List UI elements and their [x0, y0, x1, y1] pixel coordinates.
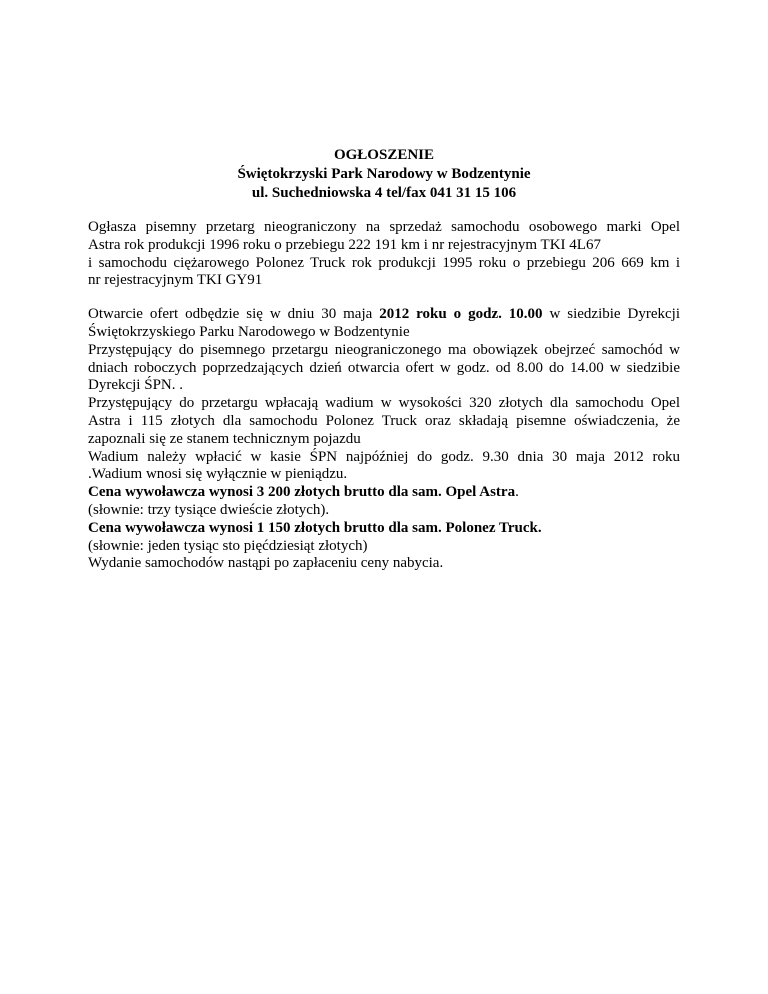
payment-line: Wadium należy wpłacić w kasie ŚPN najpóźniej do godz. 9.30 dnia 30 maja 2012 roku	[88, 448, 680, 465]
intro-line: i samochodu ciężarowego Polonez Truck rok produkcji 1995 roku o przebiegu 206 669 km i	[88, 254, 680, 271]
inspection-line: Dyrekcji ŚPN. .	[88, 377, 183, 394]
organization-address: ul. Suchedniowska 4 tel/fax 041 31 15 106	[251, 185, 517, 201]
price-polonez-line	[88, 520, 680, 538]
price-polonez-words: (słownie: jeden tysiąc sto pięćdziesiąt złotych)	[88, 537, 368, 554]
price-opel-line	[88, 484, 680, 502]
price-opel-words: (słownie: trzy tysiące dwieście złotych).	[88, 501, 330, 518]
opening-line	[88, 306, 680, 324]
opening-date-time: 2012 roku o godz. 10.00	[379, 306, 543, 323]
announcement-header	[88, 146, 680, 203]
price-opel-period: .	[515, 484, 519, 501]
announcement-title: OGŁOSZENIE	[333, 147, 435, 163]
price-polonez: Cena wywoławcza wynosi 1 150 złotych brutto dla sam. Polonez Truck.	[88, 519, 542, 536]
opening-line: Świętokrzyskiego Parku Narodowego w Bodzentynie	[88, 323, 410, 340]
deposit-line: zapoznali się ze stanem technicznym pojazdu	[88, 430, 361, 447]
document-page	[88, 146, 680, 573]
opening-text: Otwarcie ofert odbędzie się w dniu 30 maja	[88, 306, 380, 323]
inspection-line: Przystępujący do pisemnego przetargu nieograniczonego ma obowiązek obejrzeć samochód w	[88, 341, 680, 358]
intro-line: nr rejestracyjnym TKI GY91	[88, 272, 263, 289]
closing-line: Wydanie samochodów nastąpi po zapłaceniu ceny nabycia.	[88, 555, 444, 572]
intro-paragraph	[88, 219, 680, 290]
opening-place: w siedzibie Dyrekcji	[542, 306, 680, 323]
payment-line: .Wadium wnosi się wyłącznie w pieniądzu.	[88, 466, 348, 483]
deposit-line: Astra i 115 złotych dla samochodu Polonez Truck oraz składają pisemne oświadczenia, że	[88, 412, 680, 429]
intro-line: Astra rok produkcji 1996 roku o przebiegu 222 191 km i nr rejestracyjnym TKI 4L67	[88, 236, 601, 253]
details-section	[88, 306, 680, 573]
organization-name: Świętokrzyski Park Narodowy w Bodzentynie	[237, 166, 531, 182]
inspection-line: dniach roboczych poprzedzających dzień otwarcia ofert w godz. od 8.00 do 14.00 w siedzibie	[88, 359, 680, 376]
intro-line: Ogłasza pisemny przetarg nieograniczony na sprzedaż samochodu osobowego marki Opel	[88, 219, 680, 235]
price-opel: Cena wywoławcza wynosi 3 200 złotych brutto dla sam. Opel Astra	[88, 484, 516, 501]
deposit-line: Przystępujący do przetargu wpłacają wadium w wysokości 320 złotych dla samochodu Opel	[88, 395, 680, 412]
